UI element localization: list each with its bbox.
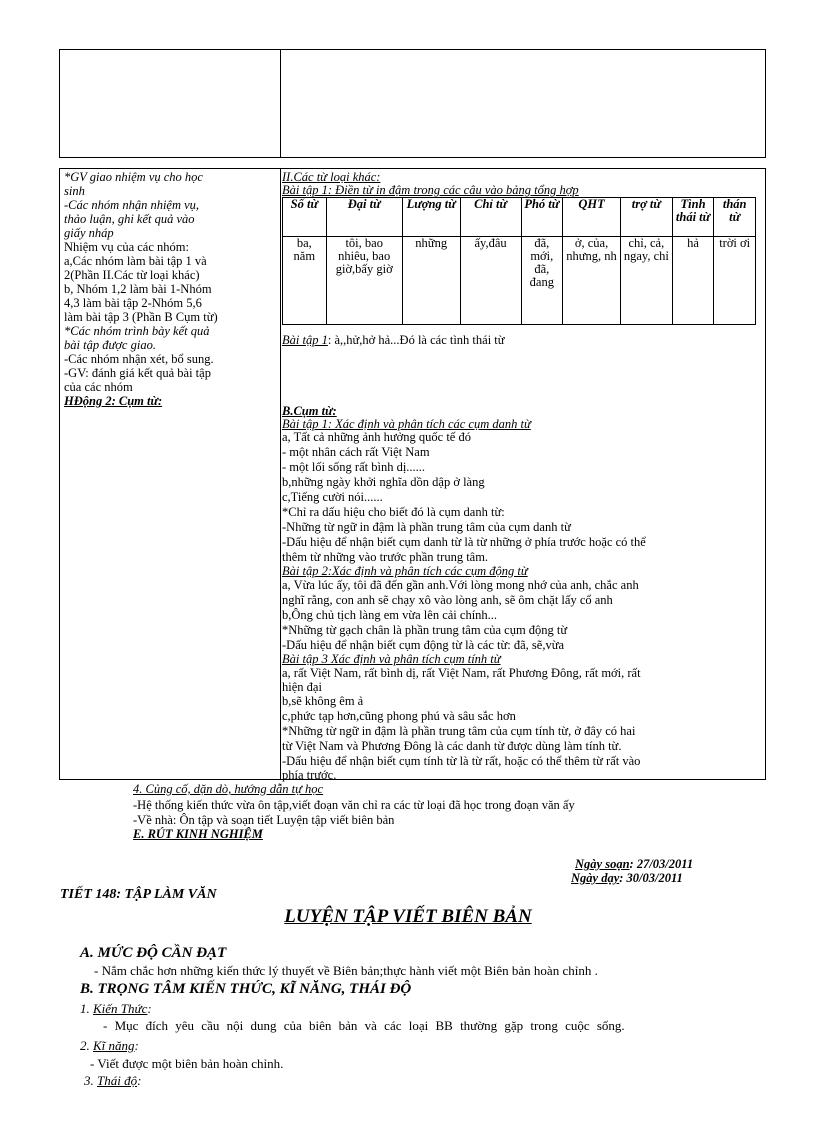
phrase-ex1-line: c,Tiếng cười nói...... (282, 490, 383, 504)
phrase-ex2-title: Bài tập 2:Xác định và phân tích các cụm động từ (282, 564, 528, 578)
header-cell: Phó từ (521, 198, 563, 237)
phrase-ex1-title: Bài tập 1: Xác định và phân tích các cụm danh từ (282, 417, 531, 431)
left-line: *GV giao nhiệm vụ cho học (64, 170, 203, 184)
header-cell: thán từ (714, 198, 756, 237)
phrase-ex1-line: - một lối sống rất bình dị...... (282, 460, 426, 474)
phrase-ex1-line: thêm từ những vào trước phần trung tâm. (282, 550, 489, 564)
left-line: -Các nhóm nhận xét, bổ sung. (64, 352, 214, 366)
lesson-title: LUYỆN TẬP VIẾT BIÊN BẢN (284, 906, 532, 927)
word-class-table (282, 197, 756, 325)
section-a-heading (80, 946, 226, 960)
table-cell: ba, năm (283, 237, 327, 325)
teach-date-value: : 30/03/2011 (619, 871, 683, 885)
exercise-1-note-text: : à,,hử,hở hả...Đó là các tình thái từ (327, 333, 505, 347)
table-cell: những (402, 237, 460, 325)
header-cell: QHT (563, 198, 621, 237)
skills-label: Kĩ năng (93, 1038, 135, 1053)
phrase-ex3-line: -Dấu hiệu để nhận biết cụm tính từ là từ rất, hoặc có thể thêm từ rất vào (282, 754, 641, 768)
teach-date (571, 871, 775, 885)
content-column (282, 170, 764, 197)
table-cell: tôi, bao nhiêu, bao giờ,bấy giờ (326, 237, 402, 325)
phrase-ex2-line: a, Vừa lúc ấy, tôi đã đến gần anh.Với lòng mong nhớ của anh, chắc anh (282, 578, 639, 592)
left-line: Nhiệm vụ của các nhóm: (64, 240, 189, 254)
phrase-ex2-line: b,Ông chủ tịch làng em vừa lên cải chính... (282, 608, 498, 622)
consolidation-line: -Về nhà: Ôn tập và soạn tiết Luyện tập viết biên bản (133, 813, 395, 827)
phrases-section (282, 404, 764, 781)
table-cell: ấy,đâu (460, 237, 521, 325)
left-line: 2(Phần II.Các từ loại khác) (64, 268, 200, 282)
left-line: a,Các nhóm làm bài tập 1 và (64, 254, 207, 268)
header-cell: Số từ (283, 198, 327, 237)
dates-block (571, 857, 775, 885)
header-cell: Đại từ (326, 198, 402, 237)
phrase-ex3-line: a, rất Việt Nam, rất bình dị, rất Việt Nam, rất Phương Đông, rất mới, rất (282, 666, 641, 680)
phrase-ex1-line: - một nhân cách rất Việt Nam (282, 445, 430, 459)
header-cell: Chỉ từ (460, 198, 521, 237)
phrases-title: B.Cụm từ: (282, 404, 337, 418)
phrase-ex1-line: -Những từ ngữ in đậm là phần trung tâm của cụm danh từ (282, 520, 571, 534)
table-cell: hả (672, 237, 714, 325)
phrase-ex3-line: hiện đại (282, 680, 322, 694)
top-table-left-cell (59, 49, 281, 158)
left-line: 4,3 làm bài tập 2-Nhóm 5,6 (64, 296, 202, 310)
experience-title: E. RÚT KINH NGHIỆM (133, 827, 263, 841)
section-a-title: A. MỨC ĐỘ CẦN ĐẠT (80, 945, 227, 961)
skills-num: 2. (80, 1038, 90, 1053)
phrase-ex2-line: -Dấu hiệu để nhận biết cụm động từ là các từ: đã, sẽ,vừa (282, 638, 565, 652)
left-line: -GV: đánh giá kết quả bài tập (64, 366, 211, 380)
phrase-ex3-title: Bài tập 3 Xác định và phân tích cụm tính từ (282, 652, 501, 666)
knowledge-label: Kiến Thức (93, 1001, 148, 1016)
section-b-heading: B. TRỌNG TÂM KIẾN THỨC, KĨ NĂNG, THÁI ĐỘ (80, 981, 412, 997)
header-cell: trợ từ (620, 198, 672, 237)
exercise-1-title: Bài tập 1: Điền từ in đậm trong các câu vào bảng tổng hợp (282, 183, 579, 197)
prep-date-label: Ngày soạn (575, 857, 630, 871)
attitude-heading: 3. Thái độ: (84, 1073, 142, 1088)
consolidation-title: 4. Củng cố, dặn dò, hướng dẫn tự học (133, 782, 324, 796)
teach-date-label: Ngày dạy (571, 871, 620, 885)
left-line: giấy nháp (64, 226, 114, 240)
skills-heading: 2. Kĩ năng: (80, 1038, 139, 1053)
table-cell: chỉ, cả, ngay, chỉ (620, 237, 672, 325)
teacher-activity-column (64, 170, 278, 408)
activity-2-heading: HĐộng 2: Cụm từ: (64, 394, 163, 408)
consolidation-line: -Hệ thống kiến thức vừa ôn tập,viết đoạn văn chỉ ra các từ loại đã học trong đoạn văn ấy (133, 798, 575, 812)
consolidation-section (133, 782, 773, 842)
phrase-ex3-line: *Những từ ngữ in đậm là phần trung tâm của cụm tính từ, ở đây có hai (282, 724, 636, 738)
header-cell: Lượng từ (402, 198, 460, 237)
phrase-ex3-line: từ Việt Nam và Phương Đông là các danh từ được dùng làm tính từ. (282, 739, 622, 753)
knowledge-heading: 1. Kiến Thức: (80, 1001, 152, 1016)
phrase-ex1-line: -Dấu hiệu để nhận biết cụm danh từ là từ những ở phía trước hoặc có thể (282, 535, 646, 549)
phrase-ex1-line: *Chỉ ra dấu hiệu cho biết đó là cụm danh từ: (282, 505, 505, 519)
left-line: sinh (64, 184, 85, 198)
left-line: thảo luận, ghi kết quả vào (64, 212, 195, 226)
knowledge-num: 1. (80, 1001, 90, 1016)
table-cell: đã, mới, đã, đang (521, 237, 563, 325)
table-cell: ở, của, nhưng, nh (563, 237, 621, 325)
phrase-ex1-line: b,những ngày khởi nghĩa dồn dập ở làng (282, 475, 485, 489)
phrase-ex3-line: c,phức tạp hơn,cũng phong phú và sâu sắc hơn (282, 709, 516, 723)
attitude-label: Thái độ (97, 1073, 138, 1088)
phrase-ex3-line: b,sẽ không êm ả (282, 694, 364, 708)
knowledge-line: - Mục đích yêu cầu nội dung của biên bản và các loại BB thường gặp trong cuộc sống. (103, 1018, 625, 1033)
prep-date-value: : 27/03/2011 (629, 857, 694, 871)
left-line: bài tập được giao. (64, 338, 156, 352)
phrase-ex3-line: phía trước. (282, 768, 337, 782)
left-line: làm bài tập 3 (Phần B Cụm từ) (64, 310, 218, 324)
exercise-1-note (282, 333, 505, 347)
left-line: *Các nhóm trình bày kết quả (64, 324, 210, 338)
lesson-number: TIẾT 148: TẬP LÀM VĂN (60, 887, 217, 902)
header-cell: Tình thái từ (672, 198, 714, 237)
exercise-1-note-label: Bài tập 1 (282, 333, 328, 347)
left-line: -Các nhóm nhận nhiệm vụ, (64, 198, 200, 212)
prep-date (575, 857, 775, 871)
phrase-ex1-line: a, Tất cả những ảnh hưởng quốc tế đó (282, 430, 471, 444)
left-line: của các nhóm (64, 380, 133, 394)
phrase-ex2-line: nghĩ rằng, con anh sẽ chạy xô vào lòng anh, sẽ ôm chặt lấy cổ anh (282, 593, 613, 607)
table-cell: trời ơi (714, 237, 756, 325)
skills-line: - Viết được một biên bản hoàn chỉnh. (90, 1056, 284, 1071)
phrase-ex2-line: *Những từ gạch chân là phần trung tâm của cụm động từ (282, 623, 568, 637)
section-a-line: - Nắm chắc hơn những kiến thức lý thuyết về Biên bản;thực hành viết một Biên bản hoàn chỉnh . (94, 963, 598, 978)
left-line: b, Nhóm 1,2 làm bài 1-Nhóm (64, 282, 212, 296)
attitude-num: 3. (84, 1073, 94, 1088)
top-table-right-cell (280, 49, 766, 158)
section-title: II.Các từ loại khác: (282, 170, 381, 184)
